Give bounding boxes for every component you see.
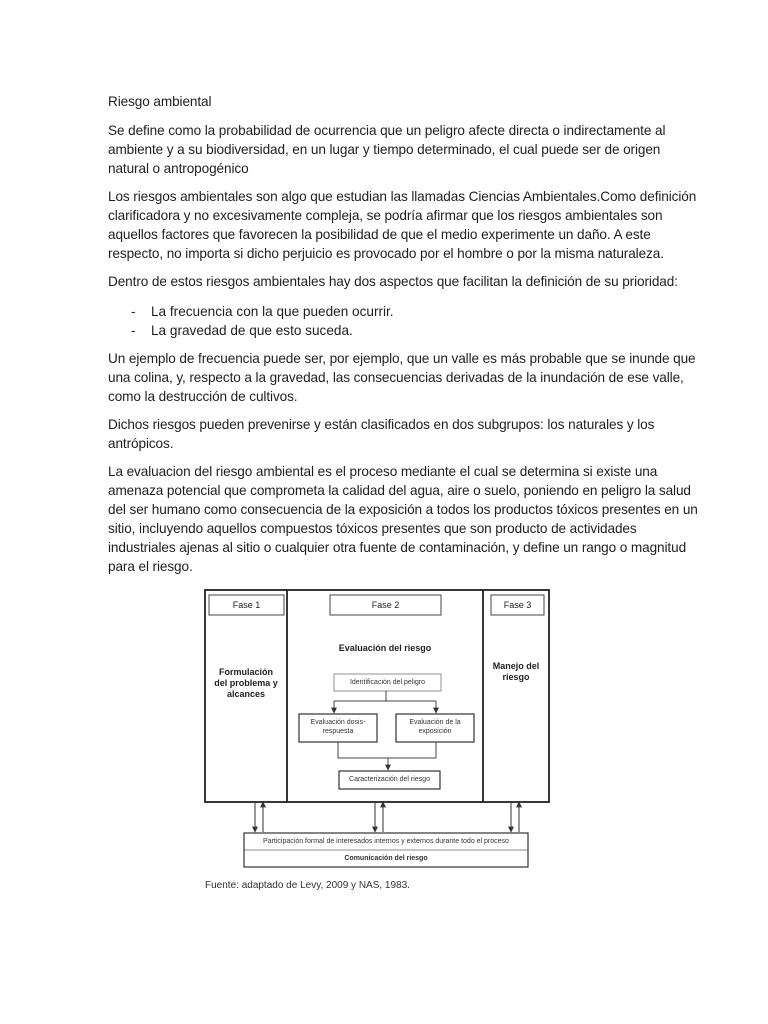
exposure-line: Evaluación de la	[409, 719, 461, 726]
paragraph-example	[108, 349, 696, 406]
paragraph-line: amenaza potencial que comprometa la calidad del agua, aire o suelo, poniendo en peligro la salud	[108, 483, 691, 498]
bullet-marker: -	[131, 323, 136, 338]
paragraph-line: ambiente y a su biodiversidad, en un lugar y tiempo determinado, el cual puede ser de origen	[108, 142, 661, 157]
paragraph-line: aquellos factores que favorecen la posibilidad de que el medio experimente un daño. A este	[108, 227, 651, 242]
formulation-line: alcances	[226, 689, 266, 699]
paragraph-line: sitio, incluyendo aquellos compuestos tóxicos presentes que son producto de actividades	[108, 521, 637, 536]
figure-source: Fuente: adaptado de Levy, 2009 y NAS, 1983.	[205, 880, 410, 891]
dose-response-line: respuesta	[322, 728, 354, 735]
identification-label: Identificación del peligro	[349, 679, 426, 686]
formulation-label	[207, 667, 285, 700]
paragraph-line: una colina, y, respecto a la gravedad, las consecuencias derivadas de la inundación de ese valle,	[108, 370, 684, 385]
paragraph-line: natural o antropogénico	[108, 161, 249, 176]
phase3-label: Fase 3	[503, 600, 532, 610]
paragraph-line: Dichos riesgos pueden prevenirse y están clasificados en dos subgrupos: los naturales y los	[108, 417, 655, 432]
paragraph-line: para el riesgo.	[108, 559, 193, 574]
bullet-marker: -	[131, 304, 136, 319]
paragraph-line: antrópicos.	[108, 436, 174, 451]
document-title	[108, 92, 668, 111]
paragraph-line: clarificadora y no excesivamente compleja, se podría afirmar que los riesgos ambientales son	[108, 208, 663, 223]
paragraph-line: industriales ajenas al sitio o cualquier otra fuente de contaminación, y define un rango o magnitud	[108, 540, 687, 555]
communication-label: Comunicación del riesgo	[344, 855, 428, 862]
paragraph-line: Los riesgos ambientales son algo que estudian las llamadas Ciencias Ambientales.Como definición	[108, 189, 697, 204]
paragraph-line: Se define como la probabilidad de ocurrencia que un peligro afecte directa o indirectamente al	[108, 123, 666, 138]
dose-response-line: Evaluación dosis-	[310, 719, 366, 726]
evaluation-title: Evaluación del riesgo	[338, 643, 432, 653]
paragraph-line: como la destrucción de cultivos.	[108, 389, 298, 404]
paragraph-line: La evaluacion del riesgo ambiental es el proceso mediante el cual se determina si existe una	[108, 464, 658, 479]
paragraph-line: Dentro de estos riesgos ambientales hay dos aspectos que facilitan la definición de su prioridad:	[108, 274, 678, 289]
participation-label: Participación formal de interesados internos y externos durante todo el proceso	[263, 838, 509, 845]
paragraph-line: del ser humano como consecuencia de la exposición a todos los productos tóxicos presentes en un	[108, 502, 698, 517]
paragraph-line: respecto, no importa si dicho perjuicio es provocado por el hombre o por la misma naturaleza.	[108, 246, 664, 261]
formulation-line: del problema y	[214, 678, 278, 688]
paragraph-definition	[108, 121, 668, 178]
paragraph-environmental-sciences	[108, 187, 697, 263]
bullet-item: La gravedad de que esto suceda.	[151, 323, 353, 338]
paragraph-evaluation	[108, 462, 698, 576]
title-text: Riesgo ambiental	[108, 94, 212, 109]
characterization-label: Caracterización del riesgo	[349, 776, 430, 783]
phase1-label: Fase 1	[232, 600, 261, 610]
management-label: Manejo del riesgo	[492, 661, 540, 682]
paragraph-subgroups	[108, 415, 668, 453]
paragraph-aspects	[108, 272, 678, 291]
exposure-line: exposición	[418, 728, 452, 735]
exposure-label	[396, 718, 474, 736]
dose-response-label	[299, 718, 377, 736]
paragraph-line: Un ejemplo de frecuencia puede ser, por ejemplo, que un valle es más probable que se inunde que	[108, 351, 696, 366]
formulation-line: Formulación	[218, 667, 273, 677]
bullet-item: La frecuencia con la que pueden ocurrir.	[151, 304, 394, 319]
phase2-label: Fase 2	[371, 600, 400, 610]
